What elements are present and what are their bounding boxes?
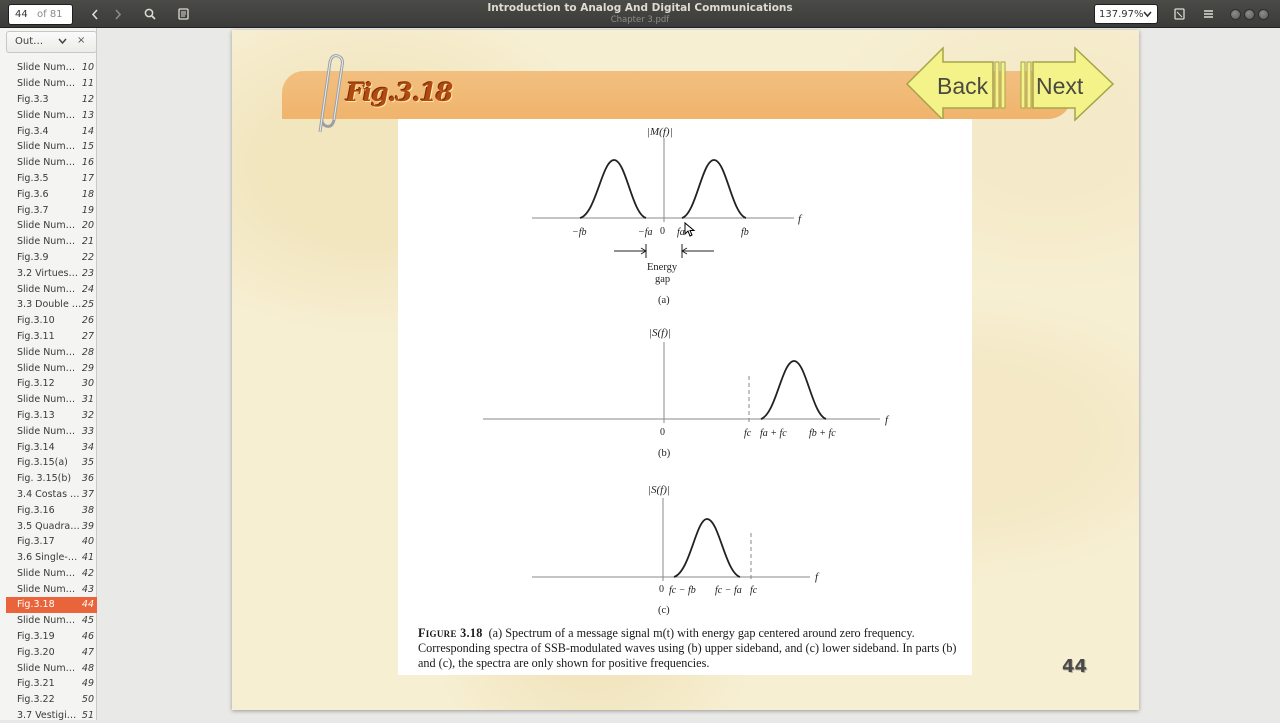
outline-item-label: Fig.3.20 — [17, 646, 55, 658]
fig-a-tick-neg-fb: −fb — [572, 227, 587, 238]
outline-item-page: 14 — [81, 125, 94, 137]
outline-item-label: Fig.3.4 — [17, 125, 49, 137]
outline-item-page: 19 — [81, 204, 94, 216]
zoom-value: 137.97% — [1099, 8, 1144, 20]
fig-a-gap-arrow-right — [682, 244, 714, 258]
fig-a-gap-label-1: Energy — [647, 262, 678, 273]
outline-item-page: 20 — [81, 220, 94, 232]
outline-item-page: 46 — [81, 631, 94, 643]
outline-item-page: 28 — [81, 346, 94, 358]
caption-text: (a) Spectrum of a message signal m(t) with energy gap centered around zero frequency. Corresponding spectra of SSB-modulated waves using (b) upper sideband, and (c) lower sideband. In parts (b) and (c), the spectra are only shown for positive frequencies. — [418, 626, 957, 670]
outline-item-page: 49 — [81, 678, 94, 690]
outline-item-page: 42 — [81, 567, 94, 579]
outline-item-label: Fig.3.17 — [17, 536, 55, 548]
outline-item-label: 3.6 Single-… — [17, 552, 78, 564]
fig-c-ylabel: |S(f)| — [648, 484, 670, 496]
outline-item-page: 29 — [81, 362, 94, 374]
outline-item-label: Slide Num… — [17, 583, 76, 595]
outline-item-label: Fig.3.21 — [17, 678, 55, 690]
outline-item-page: 36 — [81, 473, 94, 485]
fig-b-tick-fc: fc — [744, 428, 752, 439]
outline-item-page: 25 — [81, 299, 94, 311]
fig-b-pulse — [761, 361, 826, 419]
outline-item-label: Slide Num… — [17, 394, 76, 406]
slide-page-number: 44 — [1062, 656, 1088, 677]
outline-item-label: Fig.3.7 — [17, 204, 49, 216]
outline-item-page: 40 — [81, 536, 94, 548]
outline-item-page: 44 — [81, 599, 94, 611]
fig-a-gap-label-2: gap — [655, 274, 671, 285]
outline-item-label: Fig.3.19 — [17, 631, 55, 643]
fig-b-tick-zero: 0 — [660, 427, 665, 438]
fig-a-xlabel: f — [798, 213, 802, 225]
outline-item-label: Fig.3.10 — [17, 315, 55, 327]
outline-item-page: 50 — [81, 694, 94, 706]
outline-item-page: 33 — [81, 425, 94, 437]
outline-item-page: 27 — [81, 330, 94, 342]
document-filename: Chapter 3.pdf — [610, 15, 670, 25]
outline-item-page: 22 — [81, 251, 94, 263]
outline-item-label: Fig.3.22 — [17, 694, 55, 706]
outline-item-label: Slide Num… — [17, 220, 76, 232]
outline-item-page: 45 — [81, 615, 94, 627]
outline-item-label: Slide Num… — [17, 62, 76, 74]
outline-item-label: Slide Num… — [17, 346, 76, 358]
spectrum-c — [532, 484, 820, 616]
outline-item-label: Fig. 3.15(b) — [17, 473, 72, 485]
outline-item-label: 3.5 Quadra… — [17, 520, 80, 532]
outline-item-page: 15 — [81, 141, 94, 153]
outline-item-page: 37 — [81, 488, 94, 500]
outline-item-label: Slide Num… — [17, 662, 76, 674]
outline-item-page: 38 — [81, 504, 94, 516]
fig-b-label: (b) — [658, 448, 671, 459]
outline-item-page: 47 — [81, 646, 94, 658]
fig-b-tick-fa-fc: fa + fc — [760, 428, 787, 439]
outline-item-page: 13 — [81, 109, 94, 121]
fig-c-tick-fc: fc — [750, 585, 758, 596]
fig-a-pulse-right — [682, 160, 746, 218]
fig-a-gap-arrow-left — [614, 244, 646, 258]
fig-b-ylabel: |S(f)| — [649, 327, 671, 339]
outline-item-label: Fig.3.15(a) — [17, 457, 68, 469]
slide-title: Fig.3.18 — [346, 78, 453, 107]
fig-a-label: (a) — [658, 295, 670, 306]
outline-item-label: Slide Num… — [17, 78, 76, 90]
fig-c-tick-fc-fb: fc − fb — [669, 585, 696, 596]
outline-item-label: Slide Num… — [17, 567, 76, 579]
outline-item-page: 48 — [81, 662, 94, 674]
outline-item-label: Fig.3.6 — [17, 188, 49, 200]
outline-item-label: Slide Num… — [17, 615, 76, 627]
outline-item-label: Slide Num… — [17, 157, 76, 169]
fig-a-pulse-left — [580, 160, 646, 218]
fig-a-tick-zero: 0 — [660, 226, 665, 237]
outline-item-page: 30 — [81, 378, 94, 390]
outline-item-page: 21 — [81, 236, 94, 248]
spectrum-a — [532, 126, 803, 306]
outline-item-label: Fig.3.13 — [17, 409, 55, 421]
spectrum-b — [483, 327, 890, 459]
sidebar-mode-label: Out… — [15, 36, 44, 47]
outline-item-label: Fig.3.12 — [17, 378, 55, 390]
outline-item-page: 12 — [81, 93, 94, 105]
outline-item-page: 35 — [81, 457, 94, 469]
outline-item-label: 3.4 Costas … — [17, 488, 80, 500]
outline-item-page: 23 — [81, 267, 94, 279]
fig-c-tick-fc-fa: fc − fa — [715, 585, 742, 596]
outline-item-label: Fig.3.18 — [17, 599, 55, 611]
fig-a-ylabel: |M(f)| — [647, 126, 673, 138]
outline-item-label: Fig.3.3 — [17, 93, 49, 105]
outline-item-page: 26 — [81, 315, 94, 327]
fig-a-tick-neg-fa: −fa — [638, 227, 653, 238]
outline-item-page: 24 — [81, 283, 94, 295]
outline-item-page: 10 — [81, 62, 94, 74]
fig-c-pulse — [674, 519, 740, 577]
outline-item-label: Slide Num… — [17, 283, 76, 295]
outline-item-page: 31 — [81, 394, 94, 406]
outline-item-label: Fig.3.11 — [17, 330, 55, 342]
outline-item-label: Slide Num… — [17, 109, 76, 121]
mouse-cursor-icon — [684, 222, 696, 238]
outline-item-page: 32 — [81, 409, 94, 421]
outline-item-label: 3.2 Virtues… — [17, 267, 79, 279]
outline-item-label: 3.7 Vestigi… — [17, 710, 77, 722]
caption-label: Figure 3.18 — [418, 626, 483, 640]
fig-c-xlabel: f — [815, 571, 819, 583]
figure-caption — [418, 626, 966, 671]
next-label: Next — [1036, 73, 1084, 99]
fig-c-label: (c) — [658, 605, 670, 616]
outline-item-page: 11 — [81, 78, 94, 90]
fig-b-xlabel: f — [885, 414, 889, 426]
outline-item-label: Fig.3.5 — [17, 172, 49, 184]
outline-item-label: Fig.3.16 — [17, 504, 55, 516]
outline-item-page: 43 — [81, 583, 94, 595]
close-sidebar-button[interactable]: × — [77, 35, 86, 46]
fig-a-tick-fa: fa — [677, 227, 685, 238]
back-label: Back — [937, 73, 989, 99]
outline-item-page: 41 — [81, 552, 94, 564]
outline-item-page: 18 — [81, 188, 94, 200]
outline-item-page: 17 — [81, 172, 94, 184]
fig-c-tick-zero: 0 — [659, 584, 664, 595]
fig-a-tick-fb: fb — [741, 227, 749, 238]
document-title: Introduction to Analog And Digital Communications — [487, 2, 793, 14]
outline-item-label: Fig.3.14 — [17, 441, 55, 453]
outline-item-page: 51 — [81, 710, 94, 722]
outline-item-page: 16 — [81, 157, 94, 169]
outline-item-page: 34 — [81, 441, 94, 453]
fig-b-tick-fb-fc: fb + fc — [809, 428, 836, 439]
outline-item-label: 3.3 Double … — [17, 299, 82, 311]
outline-item-label: Slide Num… — [17, 425, 76, 437]
outline-item-page: 39 — [81, 520, 94, 532]
outline-item-label: Slide Num… — [17, 141, 76, 153]
outline-item-label: Slide Num… — [17, 236, 76, 248]
outline-item-label: Slide Num… — [17, 362, 76, 374]
outline-item-label: Fig.3.9 — [17, 251, 49, 263]
page-total: of 81 — [37, 9, 63, 20]
